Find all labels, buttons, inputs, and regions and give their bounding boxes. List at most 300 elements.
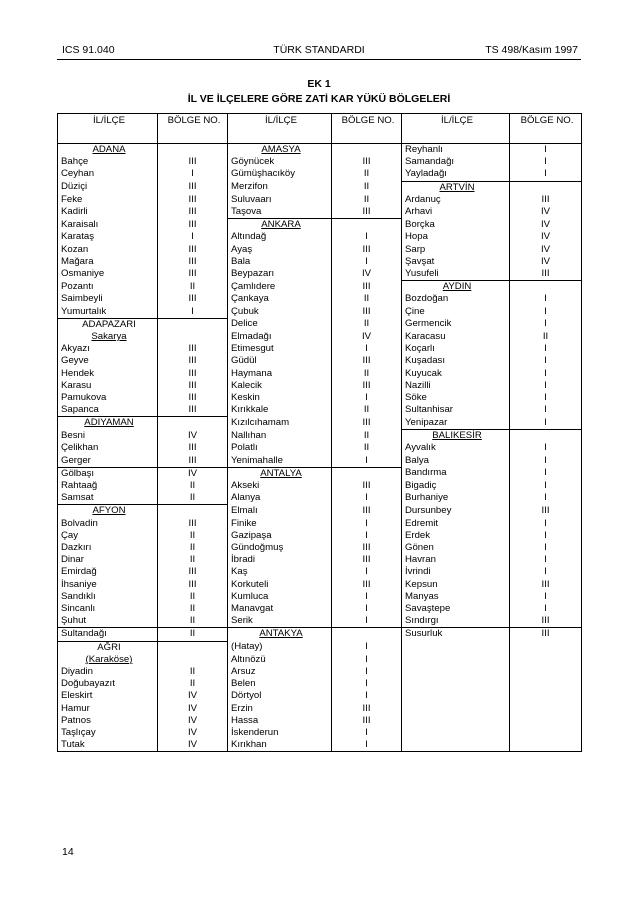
- zone-number: III: [158, 244, 228, 256]
- province-name: AĞRI: [97, 641, 121, 653]
- district-name: Sapanca: [58, 404, 158, 417]
- table-row: [58, 554, 582, 566]
- district-name: Dörtyol: [228, 690, 332, 702]
- empty-cell: [402, 727, 510, 739]
- zone-number: III: [158, 343, 228, 355]
- zone-number: III: [332, 480, 402, 492]
- table-row: [58, 231, 582, 243]
- table-row: [58, 703, 582, 715]
- table-row: [58, 355, 582, 367]
- district-name: Belen: [228, 678, 332, 690]
- district-name: Yumurtalık: [58, 306, 158, 319]
- empty-cell: [510, 666, 582, 678]
- zone-number: I: [510, 542, 582, 554]
- province-name: (Karaköse): [85, 653, 133, 665]
- zone-number: II: [158, 591, 228, 603]
- district-name: (Hatay): [228, 641, 332, 654]
- district-name: Koçarlı: [402, 343, 510, 355]
- table-row: [58, 194, 582, 206]
- district-name: Eleskirt: [58, 690, 158, 702]
- district-name: Alanya: [228, 492, 332, 505]
- zone-number: II: [158, 480, 228, 492]
- district-name: Elmadağı: [228, 331, 332, 343]
- province-name: Sakarya: [91, 331, 127, 343]
- zone-number: I: [510, 566, 582, 578]
- district-name: Samsat: [58, 492, 158, 505]
- district-name: Göynücek: [228, 156, 332, 168]
- zone-number: III: [332, 505, 402, 518]
- zone-number: IV: [158, 703, 228, 715]
- zone-number: III: [158, 368, 228, 380]
- zone-number: II: [158, 615, 228, 628]
- empty-cell: [510, 641, 582, 654]
- province-name: AFYON: [92, 505, 126, 517]
- district-name: Çankaya: [228, 293, 332, 305]
- zone-number: II: [158, 492, 228, 505]
- zone-number: IV: [332, 331, 402, 343]
- zone-number: I: [510, 603, 582, 615]
- district-name: Emirdağ: [58, 566, 158, 578]
- table-row: [58, 727, 582, 739]
- province-heading: [228, 144, 332, 157]
- district-name: Gazipaşa: [228, 530, 332, 542]
- province-heading: [58, 641, 158, 654]
- district-name: Germencik: [402, 318, 510, 331]
- zone-number: IV: [510, 256, 582, 268]
- district-name: Söke: [402, 392, 510, 404]
- province-heading: [228, 628, 332, 641]
- table-row: [58, 678, 582, 690]
- province-name: ARTVİN: [439, 181, 475, 193]
- table-row: [58, 579, 582, 591]
- district-name: Çamlıdere: [228, 281, 332, 294]
- empty-cell: [402, 739, 510, 752]
- zone-number: III: [158, 566, 228, 578]
- zone-number: III: [158, 181, 228, 194]
- district-name: Suluvaarı: [228, 194, 332, 206]
- zone-number: II: [332, 318, 402, 331]
- district-name: Elmalı: [228, 505, 332, 518]
- district-name: Gönen: [402, 542, 510, 554]
- zone-number: I: [332, 690, 402, 702]
- table-row: [58, 331, 582, 343]
- district-name: Kepsun: [402, 579, 510, 591]
- zone-number: I: [510, 480, 582, 492]
- district-name: Nazilli: [402, 380, 510, 392]
- zone-number: I: [332, 727, 402, 739]
- district-name: Sındırgı: [402, 615, 510, 628]
- district-name: Burhaniye: [402, 492, 510, 505]
- province-name: ANKARA: [261, 219, 301, 231]
- table-row: [58, 368, 582, 380]
- column-header-province: İL/İLÇE: [58, 114, 158, 144]
- zone-number: I: [510, 306, 582, 319]
- zone-number: I: [332, 343, 402, 355]
- annex-title: İL VE İLÇELERE GÖRE ZATİ KAR YÜKÜ BÖLGELERİ: [187, 93, 451, 105]
- district-name: Doğubayazıt: [58, 678, 158, 690]
- district-name: Keskin: [228, 392, 332, 404]
- table-row: [58, 739, 582, 752]
- district-name: Gölbaşı: [58, 467, 158, 480]
- table-row: [58, 417, 582, 430]
- annex-label: EK 1: [307, 78, 331, 90]
- province-name: ADANA: [92, 144, 126, 155]
- zone-number: III: [158, 442, 228, 454]
- zone-number: III: [332, 579, 402, 591]
- district-name: Saimbeyli: [58, 293, 158, 305]
- zone-number: II: [158, 678, 228, 690]
- zone-number: III: [510, 268, 582, 281]
- zone-number: I: [332, 256, 402, 268]
- province-heading: [402, 430, 510, 443]
- table-row: [58, 467, 582, 480]
- table-row: [58, 168, 582, 181]
- district-name: Kalecik: [228, 380, 332, 392]
- district-name: Korkuteli: [228, 579, 332, 591]
- district-name: Edremit: [402, 518, 510, 530]
- district-name: Arhavi: [402, 206, 510, 219]
- district-name: Hassa: [228, 715, 332, 727]
- zone-number: IV: [510, 219, 582, 232]
- zone-number: I: [332, 455, 402, 468]
- table-row: [58, 380, 582, 392]
- zone-number: I: [332, 739, 402, 752]
- empty-cell: [402, 703, 510, 715]
- province-heading: [58, 505, 158, 518]
- district-name: Polatlı: [228, 442, 332, 454]
- table-row: [58, 518, 582, 530]
- table-row: [58, 591, 582, 603]
- district-name: Karacasu: [402, 331, 510, 343]
- district-name: Güdül: [228, 355, 332, 367]
- district-name: Kırıkhan: [228, 739, 332, 752]
- zone-number: I: [510, 168, 582, 181]
- zone-number: III: [158, 219, 228, 232]
- district-name: Mağara: [58, 256, 158, 268]
- table-row: [58, 206, 582, 219]
- column-header-zone: BÖLGE NO.: [510, 114, 582, 144]
- table-row: [58, 293, 582, 305]
- empty-cell: [402, 715, 510, 727]
- district-name: Çelikhan: [58, 442, 158, 454]
- district-name: Gündoğmuş: [228, 542, 332, 554]
- province-heading: [402, 281, 510, 294]
- zone-number: IV: [158, 727, 228, 739]
- zone-number: III: [510, 579, 582, 591]
- zone-number: II: [158, 530, 228, 542]
- table-row: [58, 542, 582, 554]
- district-name: Yusufeli: [402, 268, 510, 281]
- zone-number: III: [332, 703, 402, 715]
- zone-number: II: [510, 331, 582, 343]
- province-heading: [402, 181, 510, 194]
- district-name: Taşlıçay: [58, 727, 158, 739]
- zone-number: II: [332, 404, 402, 417]
- district-name: Nallıhan: [228, 430, 332, 443]
- zone-number: I: [510, 455, 582, 468]
- zone-number: I: [510, 156, 582, 168]
- district-name: Çubuk: [228, 306, 332, 319]
- table-row: [58, 505, 582, 518]
- province-name: AMASYA: [261, 144, 301, 155]
- table-row: [58, 654, 582, 666]
- province-heading: [58, 318, 158, 331]
- district-name: Delice: [228, 318, 332, 331]
- zone-number: III: [332, 156, 402, 168]
- zone-number: I: [510, 417, 582, 430]
- column-header-zone: BÖLGE NO.: [158, 114, 228, 144]
- district-name: Havran: [402, 554, 510, 566]
- zone-number: I: [332, 231, 402, 243]
- district-name: Haymana: [228, 368, 332, 380]
- table-row: [58, 244, 582, 256]
- district-name: Sultandağı: [58, 628, 158, 641]
- district-name: Taşova: [228, 206, 332, 219]
- district-name: Manavgat: [228, 603, 332, 615]
- province-name: BALIKESİR: [432, 430, 482, 442]
- zone-number: I: [158, 168, 228, 181]
- zone-number: I: [332, 591, 402, 603]
- district-name: Sultanhisar: [402, 404, 510, 417]
- zone-number: I: [510, 492, 582, 505]
- table-row: [58, 628, 582, 641]
- zone-number: I: [332, 641, 402, 654]
- district-name: Çay: [58, 530, 158, 542]
- province-name: ADIYAMAN: [84, 417, 134, 429]
- district-name: Dazkırı: [58, 542, 158, 554]
- district-name: Yenimahalle: [228, 455, 332, 468]
- table-header-row: [58, 114, 582, 144]
- zone-number: II: [332, 168, 402, 181]
- district-name: Reyhanlı: [402, 144, 510, 157]
- district-name: Besni: [58, 430, 158, 443]
- district-name: Patnos: [58, 715, 158, 727]
- district-name: Kuşadası: [402, 355, 510, 367]
- district-name: Gerger: [58, 455, 158, 468]
- zone-number: III: [332, 244, 402, 256]
- zone-number: III: [158, 194, 228, 206]
- district-name: İskenderun: [228, 727, 332, 739]
- district-name: Bandırma: [402, 467, 510, 480]
- empty-cell: [402, 641, 510, 654]
- zone-number: IV: [158, 690, 228, 702]
- district-name: Bolvadin: [58, 518, 158, 530]
- table-row: [58, 530, 582, 542]
- zone-number: I: [332, 666, 402, 678]
- zone-number: I: [332, 615, 402, 628]
- district-name: Pamukova: [58, 392, 158, 404]
- zone-number: I: [332, 518, 402, 530]
- table-row: [58, 404, 582, 417]
- zone-number: III: [510, 628, 582, 641]
- zone-number: I: [510, 293, 582, 305]
- table-row: [58, 281, 582, 294]
- empty-cell: [510, 727, 582, 739]
- province-name: AYDIN: [442, 281, 472, 293]
- page-number: 14: [62, 846, 74, 858]
- column-header-province: İL/İLÇE: [402, 114, 510, 144]
- district-name: Manyas: [402, 591, 510, 603]
- table-row: [58, 480, 582, 492]
- zone-number: IV: [158, 430, 228, 443]
- zone-number: III: [158, 156, 228, 168]
- zone-number: I: [332, 392, 402, 404]
- table-row: [58, 306, 582, 319]
- district-name: Ardanuç: [402, 194, 510, 206]
- zone-number: I: [158, 306, 228, 319]
- table-row: [58, 219, 582, 232]
- district-name: Akyazı: [58, 343, 158, 355]
- district-name: Kaş: [228, 566, 332, 578]
- district-name: Erdek: [402, 530, 510, 542]
- district-name: Samandağı: [402, 156, 510, 168]
- zone-number: I: [510, 518, 582, 530]
- header-standard-code: ICS 91.040: [62, 44, 115, 56]
- district-name: Yayladağı: [402, 168, 510, 181]
- district-name: Hendek: [58, 368, 158, 380]
- table-row: [58, 442, 582, 454]
- district-name: Osmaniye: [58, 268, 158, 281]
- empty-cell: [510, 654, 582, 666]
- district-name: Sincanlı: [58, 603, 158, 615]
- column-header-zone: BÖLGE NO.: [332, 114, 402, 144]
- table-row: [58, 666, 582, 678]
- table-row: [58, 268, 582, 281]
- district-name: İhsaniye: [58, 579, 158, 591]
- district-name: Serik: [228, 615, 332, 628]
- zone-number: III: [158, 268, 228, 281]
- zone-number: I: [332, 654, 402, 666]
- district-name: Dursunbey: [402, 505, 510, 518]
- district-name: Kumluca: [228, 591, 332, 603]
- table-row: [58, 690, 582, 702]
- district-name: Yenipazar: [402, 417, 510, 430]
- table-row: [58, 430, 582, 443]
- empty-cell: [510, 678, 582, 690]
- zone-number: III: [158, 355, 228, 367]
- zone-number: III: [332, 355, 402, 367]
- empty-cell: [510, 703, 582, 715]
- zone-number: II: [332, 293, 402, 305]
- district-name: Ceyhan: [58, 168, 158, 181]
- province-heading: [228, 219, 332, 232]
- district-name: Geyve: [58, 355, 158, 367]
- zone-number: II: [332, 442, 402, 454]
- zone-number: I: [510, 343, 582, 355]
- header-title: TÜRK STANDARDI: [273, 44, 365, 56]
- district-name: Kızılcıhamam: [228, 417, 332, 430]
- district-name: Sandıklı: [58, 591, 158, 603]
- district-name: Ayaş: [228, 244, 332, 256]
- zone-number: I: [510, 442, 582, 454]
- column-header-province: İL/İLÇE: [228, 114, 332, 144]
- zone-number: III: [158, 380, 228, 392]
- province-heading: [58, 331, 158, 343]
- district-name: Susurluk: [402, 628, 510, 641]
- empty-cell: [402, 654, 510, 666]
- district-name: Feke: [58, 194, 158, 206]
- zone-number: II: [332, 181, 402, 194]
- zone-number: III: [158, 392, 228, 404]
- table-row: [58, 492, 582, 505]
- zone-number: II: [158, 603, 228, 615]
- zone-number: II: [158, 281, 228, 294]
- zone-number: IV: [510, 244, 582, 256]
- zone-number: III: [158, 256, 228, 268]
- zone-number: II: [332, 430, 402, 443]
- zone-number: IV: [510, 206, 582, 219]
- zone-number: I: [510, 355, 582, 367]
- zone-number: III: [332, 554, 402, 566]
- table-row: [58, 181, 582, 194]
- table-row: [58, 343, 582, 355]
- district-name: İbradi: [228, 554, 332, 566]
- zone-number: II: [332, 368, 402, 380]
- zone-number: I: [510, 404, 582, 417]
- table-row: [58, 566, 582, 578]
- zone-number: I: [510, 554, 582, 566]
- zone-number: IV: [158, 467, 228, 480]
- zone-number: III: [510, 194, 582, 206]
- zone-number: II: [332, 194, 402, 206]
- district-name: Dinar: [58, 554, 158, 566]
- district-name: Gümüşhacıköy: [228, 168, 332, 181]
- empty-cell: [510, 690, 582, 702]
- district-name: Etimesgut: [228, 343, 332, 355]
- zone-number: II: [158, 554, 228, 566]
- zone-number: III: [158, 404, 228, 417]
- zone-number: I: [332, 530, 402, 542]
- district-name: Hamur: [58, 703, 158, 715]
- zone-number: I: [510, 591, 582, 603]
- district-name: Pozantı: [58, 281, 158, 294]
- district-name: Beypazarı: [228, 268, 332, 281]
- zone-number: III: [332, 281, 402, 294]
- zone-number: I: [510, 368, 582, 380]
- province-name: ADAPAZARI: [82, 318, 136, 330]
- zone-number: III: [158, 455, 228, 468]
- table-row: [58, 615, 582, 628]
- zone-number: I: [510, 318, 582, 331]
- zone-number: II: [158, 666, 228, 678]
- snow-load-table: [57, 113, 582, 752]
- district-name: Rahtaağ: [58, 480, 158, 492]
- empty-cell: [510, 715, 582, 727]
- province-heading: [228, 467, 332, 480]
- district-name: Savaştepe: [402, 603, 510, 615]
- table-row: [58, 318, 582, 331]
- district-name: İvrindi: [402, 566, 510, 578]
- zone-number: I: [510, 380, 582, 392]
- zone-number: II: [158, 628, 228, 641]
- district-name: Borçka: [402, 219, 510, 232]
- district-name: Kadirli: [58, 206, 158, 219]
- table-row: [58, 715, 582, 727]
- district-name: Kuyucak: [402, 368, 510, 380]
- table-row: [58, 256, 582, 268]
- header-standard-number: TS 498/Kasım 1997: [485, 44, 578, 56]
- district-name: Ayvalık: [402, 442, 510, 454]
- zone-number: II: [158, 542, 228, 554]
- zone-number: IV: [158, 739, 228, 752]
- zone-number: IV: [510, 231, 582, 243]
- empty-cell: [402, 666, 510, 678]
- district-name: Bahçe: [58, 156, 158, 168]
- district-name: Karasu: [58, 380, 158, 392]
- district-name: Bigadiç: [402, 480, 510, 492]
- province-name: ANTAKYA: [259, 628, 303, 640]
- district-name: Arsuz: [228, 666, 332, 678]
